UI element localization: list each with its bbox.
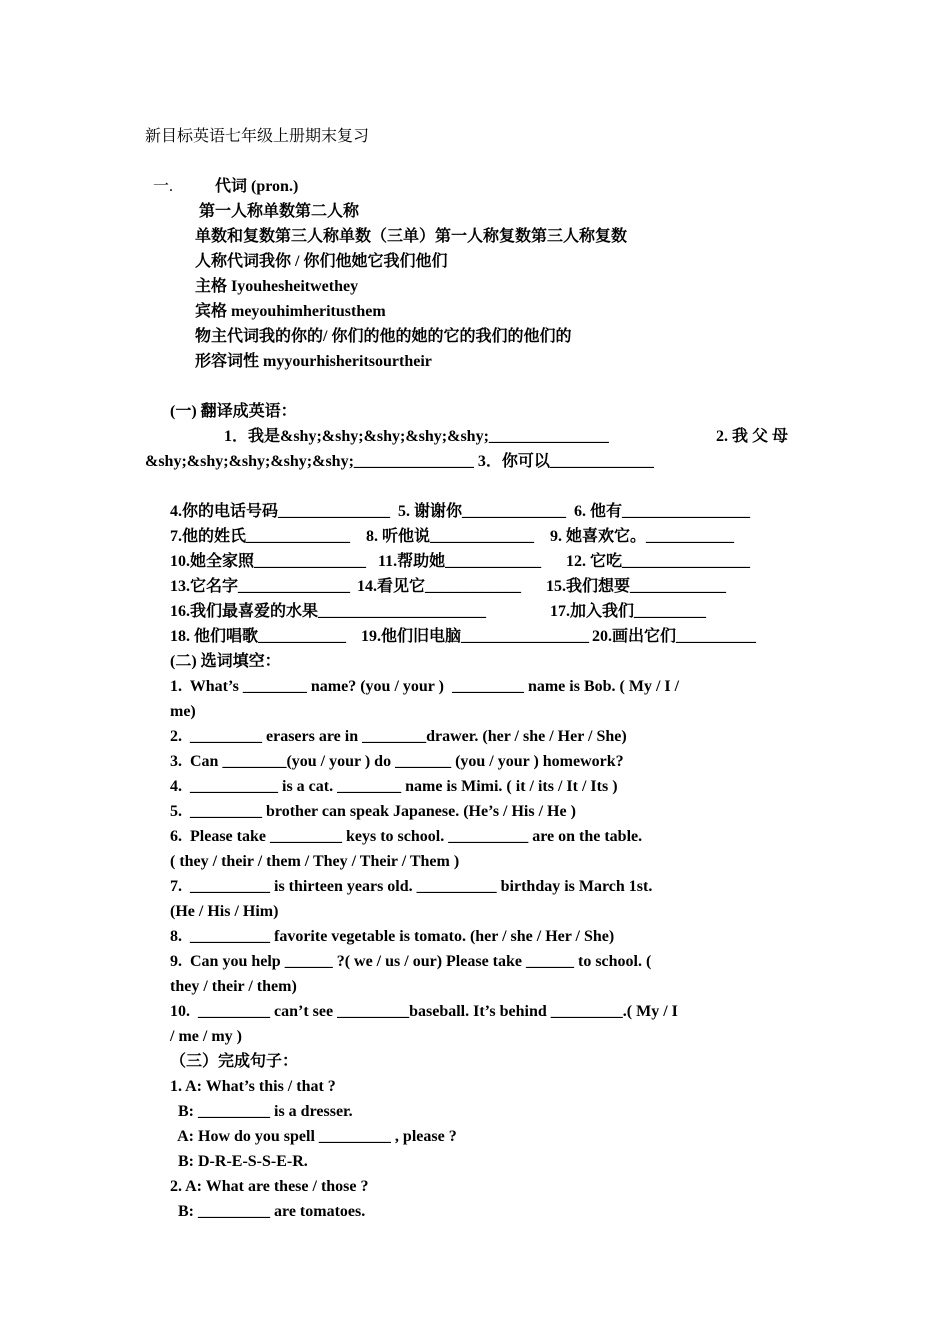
translate-item: 2. 我 父 母 bbox=[716, 428, 789, 445]
page-title: 新目标英语七年级上册期末复习 bbox=[145, 128, 370, 145]
translate-item: 13.它名字______________ bbox=[170, 578, 351, 595]
fill-in-line: 10. _________ can’t see _________baseball. It’s behind _________.( My / I bbox=[170, 1003, 678, 1020]
pronoun-row: 人称代词我你 / 你们他她它我们他们 bbox=[195, 253, 448, 270]
fill-in-line: 3. Can ________(you / your ) do _______ (you / your ) homework? bbox=[170, 753, 624, 770]
sentence-line: B: _________ is a dresser. bbox=[170, 1103, 353, 1120]
fill-in-line: ( they / their / them / They / Their / Them ) bbox=[170, 853, 460, 870]
fill-in-line: 1. What’s ________ name? (you / your ) _________ name is Bob. ( My / I / bbox=[170, 678, 680, 695]
translate-item: 5. 谢谢你_____________ bbox=[398, 503, 567, 520]
sentence-line: A: How do you spell _________ , please ? bbox=[170, 1128, 457, 1145]
translate-item: 1．我是&shy;&shy;&shy;&shy;&shy;_______________ bbox=[224, 428, 609, 445]
section-heading: 代词 (pron.) bbox=[215, 178, 299, 195]
pronoun-row: 主格 Iyouhesheitwethey bbox=[195, 278, 359, 295]
fill-in-line: 2. _________ erasers are in ________drawer. (her / she / Her / She) bbox=[170, 728, 627, 745]
part2-heading: (二) 选词填空： bbox=[170, 653, 281, 670]
fill-in-line: me) bbox=[170, 703, 196, 720]
fill-in-line: 5. _________ brother can speak Japanese. (He’s / His / He ) bbox=[170, 803, 576, 820]
translate-item: 6. 他有________________ bbox=[574, 503, 751, 520]
fill-in-line: 4. ___________ is a cat. ________ name is Mimi. ( it / its / It / Its ) bbox=[170, 778, 618, 795]
sentence-line: 2. A: What are these / those ? bbox=[170, 1178, 369, 1195]
sentence-line: 1. A: What’s this / that ? bbox=[170, 1078, 336, 1095]
sentence-line: B: D-R-E-S-S-E-R. bbox=[170, 1153, 308, 1170]
translate-item: 9. 她喜欢它。___________ bbox=[550, 528, 735, 545]
sentence-line: B: _________ are tomatoes. bbox=[170, 1203, 366, 1220]
translate-item: 19.他们旧电脑________________ bbox=[361, 628, 590, 645]
section-number: 一. bbox=[153, 178, 174, 195]
fill-in-line: 6. Please take _________ keys to school. __________ are on the table. bbox=[170, 828, 643, 845]
fill-in-line: (He / His / Him) bbox=[170, 903, 279, 920]
fill-in-line: they / their / them) bbox=[170, 978, 297, 995]
pronoun-row: 物主代词我的你的/ 你们的他的她的它的我们的他们的 bbox=[195, 328, 572, 345]
translate-item: 20.画出它们__________ bbox=[592, 628, 757, 645]
translate-item: 12. 它吃________________ bbox=[566, 553, 751, 570]
translate-item: 10.她全家照______________ bbox=[170, 553, 367, 570]
fill-in-line: / me / my ) bbox=[170, 1028, 242, 1045]
pronoun-row: 形容词性 myyourhisheritsourtheir bbox=[195, 353, 432, 370]
pronoun-row: 第一人称单数第二人称 bbox=[199, 203, 360, 220]
translate-item: 18. 他们唱歌___________ bbox=[170, 628, 347, 645]
fill-in-line: 9. Can you help ______ ?( we / us / our) Please take ______ to school. ( bbox=[170, 953, 652, 970]
pronoun-row: 宾格 meyouhimheritusthem bbox=[195, 303, 386, 320]
translate-item: 17.加入我们_________ bbox=[550, 603, 707, 620]
part3-heading: （三）完成句子： bbox=[170, 1053, 299, 1070]
part1-heading: (一) 翻译成英语： bbox=[170, 403, 297, 420]
translate-item: 4.你的电话号码______________ bbox=[170, 503, 391, 520]
fill-in-line: 7. __________ is thirteen years old. __________ birthday is March 1st. bbox=[170, 878, 653, 895]
translate-item: 14.看见它____________ bbox=[357, 578, 522, 595]
fill-in-line: 8. __________ favorite vegetable is tomato. (her / she / Her / She) bbox=[170, 928, 615, 945]
translate-item: 15.我们想要____________ bbox=[546, 578, 727, 595]
translate-item: 8. 听他说_____________ bbox=[366, 528, 535, 545]
pronoun-row: 单数和复数第三人称单数（三单）第一人称复数第三人称复数 bbox=[195, 228, 628, 245]
translate-item: 11.帮助她____________ bbox=[378, 553, 542, 570]
translate-item: 16.我们最喜爱的水果_____________________ bbox=[170, 603, 487, 620]
translate-item: &shy;&shy;&shy;&shy;&shy;_______________ 3．你可以_____________ bbox=[145, 453, 654, 470]
translate-item: 7.他的姓氏_____________ bbox=[170, 528, 351, 545]
